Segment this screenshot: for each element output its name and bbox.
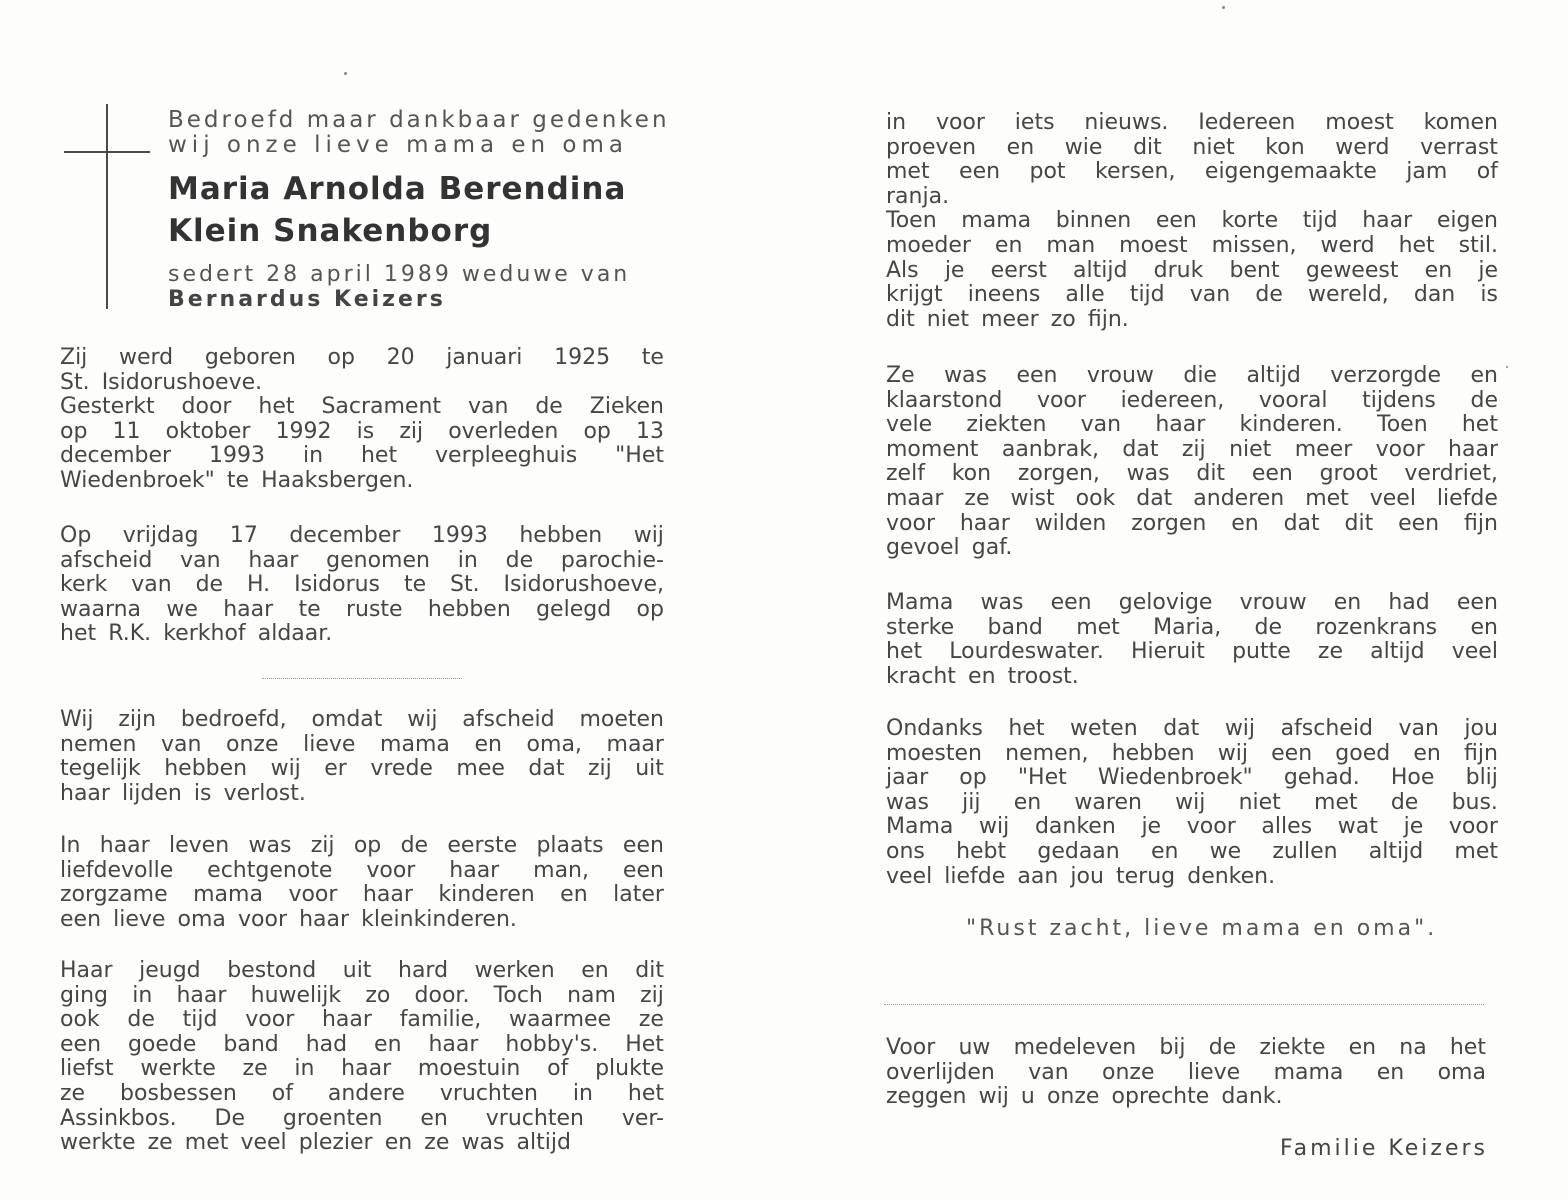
text-line: werkte ze met veel plezier en ze was altijd xyxy=(60,1130,571,1156)
text-line: krijgt ineens alle tijd van de wereld, dan is xyxy=(886,282,1498,308)
widow-info xyxy=(168,262,630,312)
header-intro xyxy=(168,107,670,158)
paragraph xyxy=(60,959,664,1156)
text-line: tegelijk hebben wij er vrede mee dat zij uit xyxy=(60,756,664,782)
text-line: Voor uw medeleven bij de ziekte en na het xyxy=(886,1035,1486,1060)
text-line: klaarstond voor iedereen, vooral tijdens de xyxy=(886,387,1498,413)
text-line: kracht en troost. xyxy=(886,663,1079,689)
text-line: Gesterkt door het Sacrament van de Zieken xyxy=(60,394,664,420)
paragraph xyxy=(886,717,1498,889)
text-line: Assinkbos. De groenten en vruchten ver- xyxy=(60,1105,664,1131)
text-line: met een pot kersen, eigengemaakte jam of xyxy=(886,159,1498,185)
closing-quote: "Rust zacht, lieve mama en oma". xyxy=(966,916,1438,941)
text-line: sterke band met Maria, de rozenkrans en xyxy=(886,614,1498,640)
text-line: Ze was een vrouw die altijd verzorgde en xyxy=(886,363,1498,388)
text-line: zelf kon zorgen, was dit een groot verdriet, xyxy=(886,461,1498,487)
paragraph xyxy=(886,111,1498,332)
text-line: liefst werkte ze in haar moestuin of plukte xyxy=(60,1056,664,1082)
text-line: december 1993 in het verpleeghuis "Het xyxy=(60,443,664,469)
text-line: ons hebt gedaan en we zullen altijd met xyxy=(886,838,1498,864)
text-line: In haar leven was zij op de eerste plaats een xyxy=(60,833,664,858)
text-line: voor haar wilden zorgen en dat dit een fijn xyxy=(886,510,1498,536)
text-line: Haar jeugd bestond uit hard werken en dit xyxy=(60,958,664,983)
text-line: proeven en wie dit niet kon werd verrast xyxy=(886,134,1498,160)
text-line: ranja. xyxy=(886,183,950,209)
signature: Familie Keizers xyxy=(1280,1136,1488,1161)
text-line: Ondanks het weten dat wij afscheid van jou xyxy=(886,716,1498,741)
text-line: Wiedenbroek" te Haaksbergen. xyxy=(60,467,414,493)
text-line: vele ziekten van haar kinderen. Toen het xyxy=(886,412,1498,438)
text-line: het Lourdeswater. Hieruit putte ze altijd veel xyxy=(886,639,1498,665)
text-line: waarna we haar te ruste hebben gelegd op xyxy=(60,596,664,622)
text-line: Als je eerst altijd druk bent geweest en je xyxy=(886,257,1498,283)
cross-symbol-vertical xyxy=(106,104,108,309)
scan-speck xyxy=(344,72,347,75)
text-line: ook de tijd voor haar familie, waarmee ze xyxy=(60,1007,664,1033)
paragraph xyxy=(60,524,664,647)
text-line: zorgzame mama voor haar kinderen en later xyxy=(60,882,664,908)
text-line: haar lijden is verlost. xyxy=(60,780,306,806)
text-line: zeggen wij u onze oprechte dank. xyxy=(886,1084,1283,1110)
cross-symbol-horizontal xyxy=(64,151,150,153)
text-line: een lieve oma voor haar kleinkinderen. xyxy=(60,906,517,932)
deceased-name xyxy=(168,168,626,252)
intro-line: Bedroefd maar dankbaar gedenken xyxy=(168,107,670,133)
text-line: moeder en man moest missen, werd het stil. xyxy=(886,232,1498,258)
divider xyxy=(884,1004,1484,1006)
paragraph xyxy=(886,591,1498,689)
scan-speck xyxy=(1506,366,1508,368)
name-line: Klein Snakenborg xyxy=(168,213,493,249)
paragraph xyxy=(886,1036,1486,1110)
text-line: nemen van onze lieve mama en oma, maar xyxy=(60,731,664,757)
text-line: dit niet meer zo fijn. xyxy=(886,306,1129,332)
text-line: St. Isidorushoeve. xyxy=(60,369,263,395)
text-line: Op vrijdag 17 december 1993 hebben wij xyxy=(60,523,664,548)
text-line: kerk van de H. Isidorus te St. Isidorushoeve, xyxy=(60,572,664,598)
text-line: Toen mama binnen een korte tijd haar eigen xyxy=(886,208,1498,234)
paragraph xyxy=(60,834,664,932)
text-line: gevoel gaf. xyxy=(886,535,1013,561)
paragraph xyxy=(60,346,664,494)
text-line: jaar op "Het Wiedenbroek" gehad. Hoe blij xyxy=(886,765,1498,791)
paragraph xyxy=(886,364,1498,561)
text-line: moment aanbrak, dat zij niet meer voor haar xyxy=(886,436,1498,462)
text-line: ze bosbessen of andere vruchten in het xyxy=(60,1080,664,1106)
text-line: was jij en waren wij niet met de bus. xyxy=(886,789,1498,815)
text-line: op 11 oktober 1992 is zij overleden op 13 xyxy=(60,418,664,444)
text-line: veel liefde aan jou terug denken. xyxy=(886,863,1276,889)
text-line: ging in haar huwelijk zo door. Toch nam zij xyxy=(60,982,664,1008)
name-line: Maria Arnolda Berendina xyxy=(168,171,627,207)
text-line: maar ze wist ook dat anderen met veel liefde xyxy=(886,485,1498,511)
text-line: in voor iets nieuws. Iedereen moest komen xyxy=(886,110,1498,135)
text-line: het R.K. kerkhof aldaar. xyxy=(60,621,333,647)
intro-line: wij onze lieve mama en oma xyxy=(168,132,629,158)
text-line: Mama was een gelovige vrouw en had een xyxy=(886,590,1498,615)
text-line: afscheid van haar genomen in de parochie- xyxy=(60,547,664,573)
divider xyxy=(262,678,462,680)
paragraph xyxy=(60,708,664,806)
text-line: Wij zijn bedroefd, omdat wij afscheid moeten xyxy=(60,707,664,732)
text-line: een goede band had en haar hobby's. Het xyxy=(60,1031,664,1057)
text-line: overlijden van onze lieve mama en oma xyxy=(886,1059,1486,1085)
scan-speck xyxy=(1222,6,1225,9)
text-line: Mama wij danken je voor alles wat je voor xyxy=(886,814,1498,840)
since-line: sedert 28 april 1989 weduwe van xyxy=(168,262,631,287)
spouse-name: Bernardus Keizers xyxy=(168,287,446,312)
text-line: moesten nemen, hebben wij een goed en fijn xyxy=(886,740,1498,766)
text-line: liefdevolle echtgenote voor haar man, een xyxy=(60,857,664,883)
text-line: Zij werd geboren op 20 januari 1925 te xyxy=(60,345,664,370)
